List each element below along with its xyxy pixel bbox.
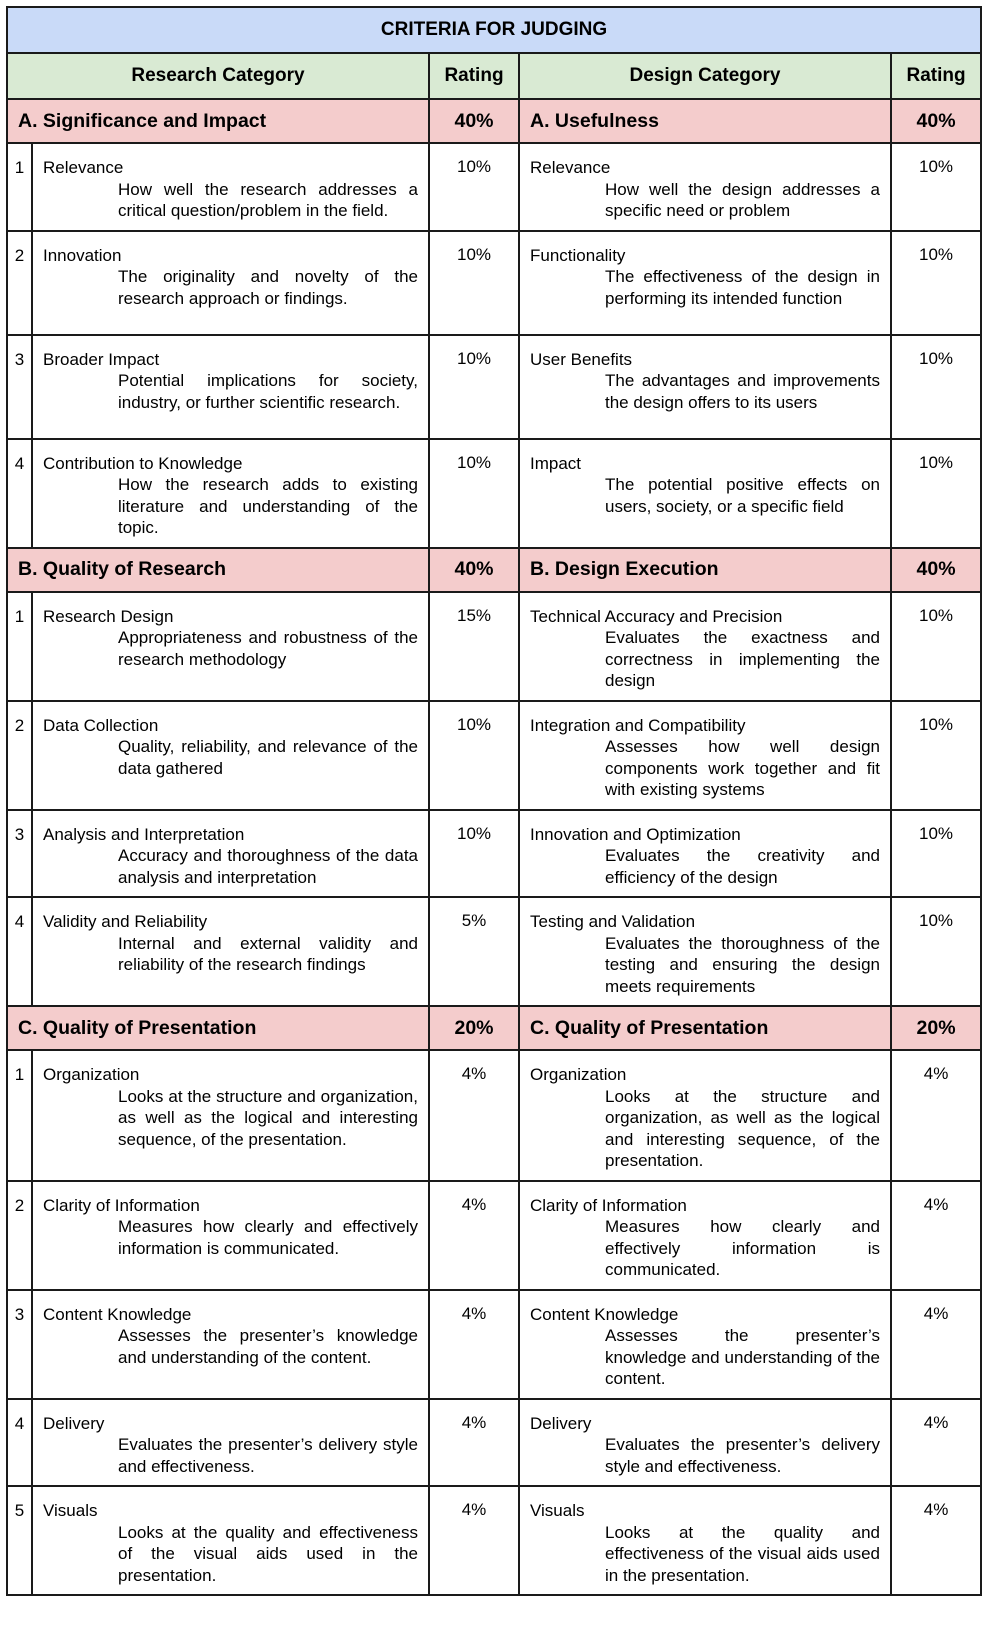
design-criterion bbox=[519, 1050, 891, 1181]
title-row bbox=[7, 7, 981, 53]
criterion-row bbox=[7, 810, 981, 898]
research-criterion-description: Appropriateness and robustness of the research methodology bbox=[118, 628, 418, 669]
research-criterion-description: Looks at the quality and effectiveness of the visual aids used in the presentation. bbox=[118, 1522, 418, 1585]
research-criterion-name: Organization bbox=[43, 1065, 140, 1084]
design-criterion-rating: 4% bbox=[891, 1399, 981, 1487]
design-criterion-rating: 10% bbox=[891, 810, 981, 898]
section-header-row bbox=[7, 99, 981, 143]
design-criterion-name: Content Knowledge bbox=[530, 1304, 679, 1324]
research-criterion-rating: 10% bbox=[429, 701, 519, 810]
criterion-row bbox=[7, 335, 981, 439]
design-criterion-rating: 4% bbox=[891, 1486, 981, 1595]
research-criterion-name: Visuals bbox=[43, 1501, 98, 1520]
criterion-row bbox=[7, 1050, 981, 1181]
design-criterion-rating: 4% bbox=[891, 1290, 981, 1399]
research-criterion bbox=[32, 592, 429, 701]
design-criterion bbox=[519, 1399, 891, 1487]
design-criterion bbox=[519, 439, 891, 548]
research-criterion-description: Internal and external validity and reliability of the research findings bbox=[118, 933, 418, 974]
design-criterion-name: Impact bbox=[530, 453, 582, 473]
design-section-title: C. Quality of Presentation bbox=[519, 1006, 891, 1050]
table-title: CRITERIA FOR JUDGING bbox=[7, 7, 981, 53]
design-section-rating: 20% bbox=[891, 1006, 981, 1050]
design-criterion bbox=[519, 701, 891, 810]
research-criterion bbox=[32, 335, 429, 439]
design-criterion bbox=[519, 1290, 891, 1399]
design-criterion-name: User Benefits bbox=[530, 349, 633, 369]
design-criterion-rating: 10% bbox=[891, 143, 981, 231]
design-criterion bbox=[519, 592, 891, 701]
criterion-number: 1 bbox=[7, 143, 32, 231]
research-criterion-description: The originality and novelty of the research approach or findings. bbox=[118, 267, 418, 308]
criterion-row bbox=[7, 897, 981, 1006]
design-criterion-name: Relevance bbox=[530, 158, 611, 177]
design-criterion-rating: 10% bbox=[891, 231, 981, 335]
research-criterion-name: Research Design bbox=[43, 606, 174, 626]
design-section-title: A. Usefulness bbox=[519, 99, 891, 143]
research-section-title: A. Significance and Impact bbox=[7, 99, 429, 143]
design-category-header: Design Category bbox=[519, 53, 891, 99]
criterion-number: 1 bbox=[7, 1050, 32, 1181]
criterion-row bbox=[7, 1486, 981, 1595]
design-criterion-rating: 4% bbox=[891, 1181, 981, 1290]
research-criterion-description: How the research adds to existing literature and understanding of the topic. bbox=[118, 475, 418, 537]
research-criterion bbox=[32, 1290, 429, 1399]
research-section-rating: 40% bbox=[429, 548, 519, 592]
design-criterion-description: Evaluates the creativity and efficiency of the design bbox=[605, 846, 880, 887]
design-criterion-name: Delivery bbox=[530, 1413, 592, 1433]
design-criterion-description: Evaluates the thoroughness of the testing and ensuring the design meets requirements bbox=[605, 933, 880, 996]
research-criterion-name: Content Knowledge bbox=[43, 1304, 192, 1324]
design-criterion bbox=[519, 810, 891, 898]
design-criterion-name: Integration and Compatibility bbox=[530, 715, 746, 735]
design-criterion bbox=[519, 143, 891, 231]
criterion-number: 4 bbox=[7, 897, 32, 1006]
research-criterion bbox=[32, 1050, 429, 1181]
research-rating-header: Rating bbox=[429, 53, 519, 99]
research-section-rating: 20% bbox=[429, 1006, 519, 1050]
research-criterion-name: Analysis and Interpretation bbox=[43, 824, 245, 844]
criterion-row bbox=[7, 1399, 981, 1487]
research-criterion-description: Accuracy and thoroughness of the data analysis and interpretation bbox=[118, 846, 418, 887]
criterion-row bbox=[7, 231, 981, 335]
research-criterion-rating: 10% bbox=[429, 335, 519, 439]
research-criterion bbox=[32, 1399, 429, 1487]
design-criterion bbox=[519, 1486, 891, 1595]
section-header-row bbox=[7, 1006, 981, 1050]
criterion-number: 3 bbox=[7, 810, 32, 898]
design-criterion-name: Organization bbox=[530, 1065, 627, 1084]
research-criterion bbox=[32, 1486, 429, 1595]
design-criterion-rating: 10% bbox=[891, 897, 981, 1006]
research-criterion-rating: 15% bbox=[429, 592, 519, 701]
design-criterion bbox=[519, 335, 891, 439]
criterion-row bbox=[7, 701, 981, 810]
criterion-number: 3 bbox=[7, 1290, 32, 1399]
criterion-number: 2 bbox=[7, 231, 32, 335]
header-row bbox=[7, 53, 981, 99]
research-criterion-name: Data Collection bbox=[43, 715, 159, 735]
research-criterion-name: Innovation bbox=[43, 245, 122, 265]
research-criterion-description: Quality, reliability, and relevance of the data gathered bbox=[118, 737, 418, 778]
research-criterion-description: Evaluates the presenter’s delivery style and effectiveness. bbox=[118, 1435, 418, 1476]
design-criterion-description: Evaluates the exactness and correctness in implementing the design bbox=[605, 628, 880, 690]
research-criterion-description: Measures how clearly and effectively information is communicated. bbox=[118, 1217, 418, 1258]
criterion-number: 4 bbox=[7, 439, 32, 548]
research-criterion-rating: 4% bbox=[429, 1290, 519, 1399]
design-criterion bbox=[519, 231, 891, 335]
design-criterion-description: Looks at the quality and effectiveness of the visual aids used in the presentation. bbox=[605, 1522, 880, 1585]
research-criterion bbox=[32, 231, 429, 335]
design-criterion-description: The advantages and improvements the design offers to its users bbox=[605, 371, 880, 412]
design-criterion-name: Testing and Validation bbox=[530, 912, 696, 931]
research-criterion bbox=[32, 143, 429, 231]
design-criterion-description: Looks at the structure and organization, as well as the logical and interesting sequence, of the presentation. bbox=[605, 1086, 880, 1170]
design-criterion-rating: 10% bbox=[891, 592, 981, 701]
research-criterion-description: Potential implications for society, industry, or further scientific research. bbox=[118, 371, 418, 412]
criterion-row bbox=[7, 1290, 981, 1399]
research-criterion-name: Broader Impact bbox=[43, 349, 160, 369]
research-criterion bbox=[32, 1181, 429, 1290]
design-criterion bbox=[519, 1181, 891, 1290]
criterion-number: 4 bbox=[7, 1399, 32, 1487]
design-criterion-rating: 4% bbox=[891, 1050, 981, 1181]
criterion-row bbox=[7, 592, 981, 701]
research-criterion-description: Assesses the presenter’s knowledge and understanding of the content. bbox=[118, 1326, 418, 1367]
research-criterion bbox=[32, 439, 429, 548]
criterion-number: 3 bbox=[7, 335, 32, 439]
research-category-header: Research Category bbox=[7, 53, 429, 99]
design-criterion-description: Assesses how well design components work together and fit with existing systems bbox=[605, 737, 880, 799]
research-criterion-rating: 4% bbox=[429, 1486, 519, 1595]
design-criterion-description: Assesses the presenter’s knowledge and understanding of the content. bbox=[605, 1326, 880, 1388]
design-criterion-description: The potential positive effects on users, society, or a specific field bbox=[605, 475, 880, 516]
design-criterion-name: Clarity of Information bbox=[530, 1195, 687, 1215]
design-criterion-name: Technical Accuracy and Precision bbox=[530, 606, 783, 626]
design-criterion-description: How well the design addresses a specific need or problem bbox=[605, 179, 880, 220]
design-criterion-rating: 10% bbox=[891, 439, 981, 548]
research-criterion-rating: 4% bbox=[429, 1181, 519, 1290]
research-criterion-name: Delivery bbox=[43, 1413, 105, 1433]
research-section-title: B. Quality of Research bbox=[7, 548, 429, 592]
research-criterion bbox=[32, 897, 429, 1006]
research-criterion-rating: 10% bbox=[429, 439, 519, 548]
research-criterion-name: Clarity of Information bbox=[43, 1195, 200, 1215]
criterion-row bbox=[7, 1181, 981, 1290]
design-criterion-name: Visuals bbox=[530, 1501, 585, 1520]
research-section-rating: 40% bbox=[429, 99, 519, 143]
research-criterion-description: How well the research addresses a critical question/problem in the field. bbox=[118, 179, 418, 220]
research-criterion bbox=[32, 701, 429, 810]
design-criterion-name: Innovation and Optimization bbox=[530, 824, 741, 844]
design-criterion-description: Measures how clearly and effectively information is communicated. bbox=[605, 1217, 880, 1279]
research-criterion-rating: 4% bbox=[429, 1399, 519, 1487]
research-criterion-name: Validity and Reliability bbox=[43, 912, 208, 931]
design-criterion-description: Evaluates the presenter’s delivery style and effectiveness. bbox=[605, 1435, 880, 1476]
research-criterion-rating: 10% bbox=[429, 810, 519, 898]
design-rating-header: Rating bbox=[891, 53, 981, 99]
criterion-number: 1 bbox=[7, 592, 32, 701]
criteria-table bbox=[6, 6, 982, 1596]
section-header-row bbox=[7, 548, 981, 592]
design-criterion-name: Functionality bbox=[530, 245, 626, 265]
research-criterion-rating: 10% bbox=[429, 143, 519, 231]
design-section-title: B. Design Execution bbox=[519, 548, 891, 592]
design-criterion-description: The effectiveness of the design in performing its intended function bbox=[605, 267, 880, 308]
criterion-number: 2 bbox=[7, 1181, 32, 1290]
research-criterion-rating: 10% bbox=[429, 231, 519, 335]
research-section-title: C. Quality of Presentation bbox=[7, 1006, 429, 1050]
criterion-row bbox=[7, 439, 981, 548]
design-section-rating: 40% bbox=[891, 548, 981, 592]
research-criterion-rating: 4% bbox=[429, 1050, 519, 1181]
criterion-number: 5 bbox=[7, 1486, 32, 1595]
design-criterion bbox=[519, 897, 891, 1006]
research-criterion bbox=[32, 810, 429, 898]
research-criterion-rating: 5% bbox=[429, 897, 519, 1006]
research-criterion-name: Relevance bbox=[43, 158, 124, 177]
research-criterion-name: Contribution to Knowledge bbox=[43, 453, 243, 473]
design-section-rating: 40% bbox=[891, 99, 981, 143]
criterion-number: 2 bbox=[7, 701, 32, 810]
design-criterion-rating: 10% bbox=[891, 335, 981, 439]
criterion-row bbox=[7, 143, 981, 231]
design-criterion-rating: 10% bbox=[891, 701, 981, 810]
research-criterion-description: Looks at the structure and organization, as well as the logical and interesting sequence, of the presentation. bbox=[118, 1086, 418, 1149]
